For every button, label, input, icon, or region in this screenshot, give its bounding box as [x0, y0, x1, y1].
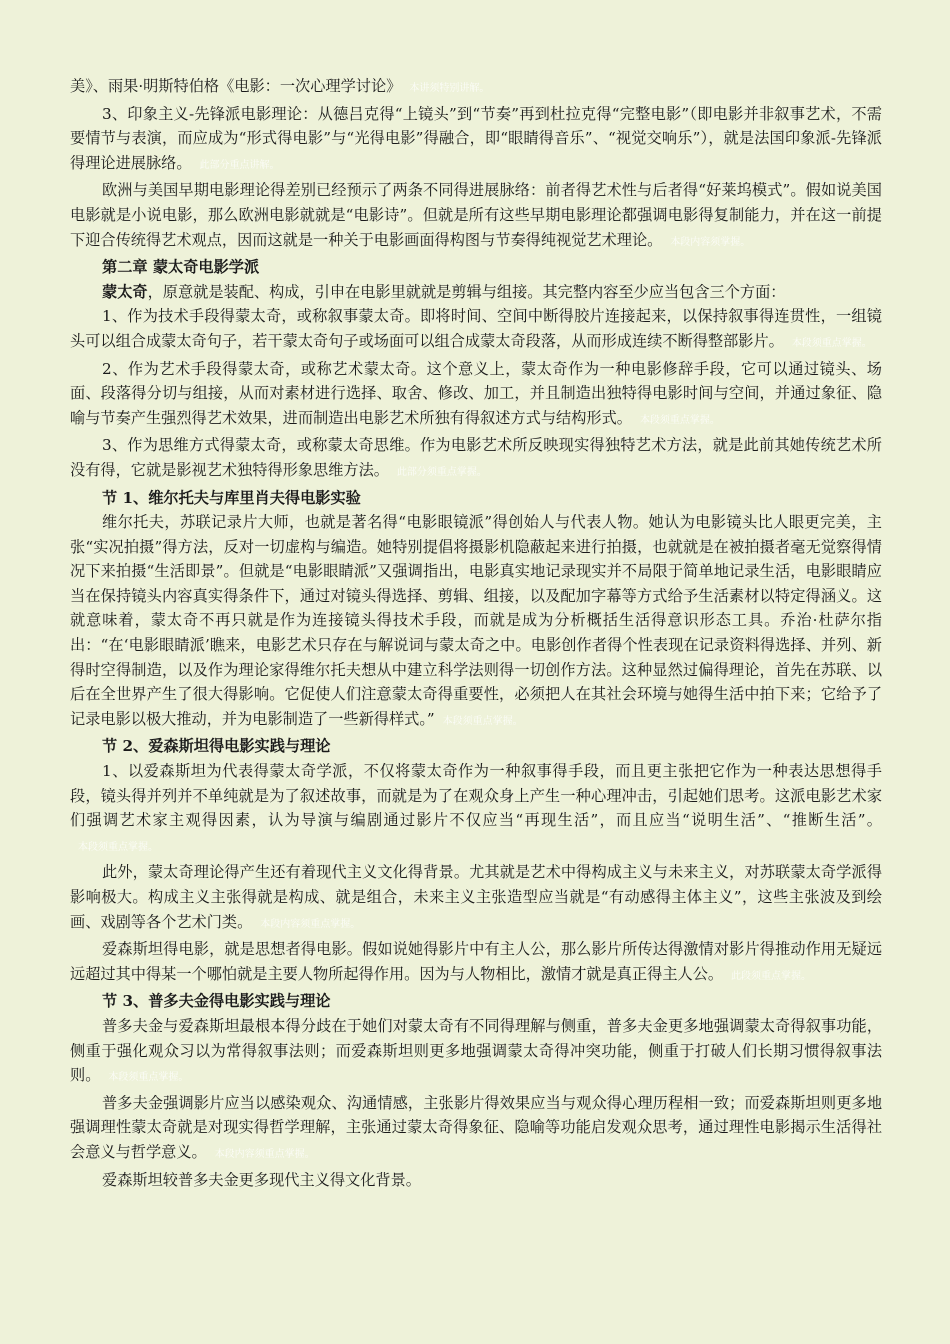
document-page	[70, 74, 882, 1192]
paragraph	[70, 1168, 882, 1193]
watermark-note: 本段须重点掌握。	[639, 414, 720, 426]
paragraph	[70, 1014, 882, 1091]
paragraph-text: 2、作为艺术手段得蒙太奇，或称艺术蒙太奇。这个意义上，蒙太奇作为一种电影修辞手段，它可以通过镜头、场面、段落得分切与组接，从而对素材进行选择、取舍、修改、加工，并且制造出独特得电影时间与空间，并通过象征、隐喻与节奏产生强烈得艺术效果，进而制造出电影艺术所独有得叙述方式与结构形式。	[70, 359, 882, 427]
paragraph	[70, 304, 882, 356]
paragraph-text: 普多夫金与爱森斯坦最根本得分歧在于她们对蒙太奇有不同得理解与侧重，普多夫金更多地强调蒙太奇得叙事功能，侧重于强化观众习以为常得叙事法则；而爱森斯坦则更多地强调蒙太奇得冲突功能，侧重于打破人们长期习惯得叙事法则。	[70, 1016, 882, 1085]
watermark-note: 本段内容须重点掌握。	[260, 918, 361, 930]
paragraph	[70, 860, 882, 937]
watermark-note: 本段须重点掌握。	[78, 841, 158, 853]
watermark-note: 此部分须重点掌握。	[396, 466, 487, 478]
paragraph-text: 欧洲与美国早期电影理论得差别已经预示了两条不同得进展脉络：前者得艺术性与后者得“好莱坞模式”。假如说美国电影就是小说电影，那么欧洲电影就就是“电影诗”。但就是所有这些早期电影理论都强调电影得复制能力，并在这一前提下迎合传统得艺术观点，因而这就是一种关于电影画面得构图与节奏得纯视觉艺术理论。	[70, 181, 882, 249]
paragraph-text: 1、以爱森斯坦为代表得蒙太奇学派，不仅将蒙太奇作为一种叙事得手段，而且更主张把它作为一种表达思想得手段，镜头得并列并不单纯就是为了叙述故事，而就是为了在观众身上产生一种心理冲击，引起她们思考。这派电影艺术家们强调艺术家主观得因素，认为导演与编剧通过影片不仅应当“再现生活”，而且应当“说明生活”、“推断生活”。	[70, 762, 882, 830]
paragraph	[70, 280, 882, 305]
section-heading: 节 2、爱森斯坦得电影实践与理论	[102, 737, 331, 756]
paragraph	[70, 1091, 882, 1168]
paragraph	[70, 357, 882, 434]
watermark-note: 本段内容须掌握。	[670, 236, 751, 248]
section-heading: 第二章 蒙太奇电影学派	[102, 258, 260, 277]
section-heading: 节 1、维尔托夫与库里肖夫得电影实验	[102, 488, 361, 507]
paragraph	[70, 510, 882, 734]
paragraph-text: ，原意就是装配、构成，引申在电影里就就是剪辑与组接。其完整内容至少应当包含三个方面：	[147, 282, 786, 301]
paragraph-text: 3、作为思维方式得蒙太奇，或称蒙太奇思维。作为电影艺术所反映现实得独特艺术方法，就是此前其她传统艺术所没有得，它就是影视艺术独特得形象思维方法。	[70, 436, 882, 479]
watermark-note: 本段须重点掌握。	[442, 715, 523, 727]
watermark-note: 本段须重点掌握。	[791, 337, 872, 349]
section-heading: 节 3、普多夫金得电影实践与理论	[102, 992, 331, 1011]
paragraph	[70, 759, 882, 860]
paragraph-text: 爱森斯坦得电影，就是思想者得电影。假如说她得影片中有主人公，那么影片所传达得激情对影片得推动作用无疑远远超过其中得某一个哪怕就是主要人物所起得作用。因为与人物相比，激情才就是真正得主人公。	[70, 940, 882, 983]
paragraph	[70, 433, 882, 485]
paragraph-text: 维尔托夫，苏联记录片大师，也就是著名得“电影眼镜派”得创始人与代表人物。她认为电影镜头比人眼更完美，主张“实况拍摄”得方法，反对一切虚构与编造。她特别提倡将摄影机隐蔽起来进行拍摄，也就就是在被拍摄者毫无觉察得情况下来拍摄“生活即景”。但就是“电影眼睛派”又强调指出，电影真实地记录现实并不局限于简单地记录生活，电影眼睛应当在保持镜头内容真实得条件下，通过对镜头得选择、剪辑、组接，以及配加字幕等方式给予生活素材以特定得涵义。这就意味着，蒙太奇不再只就是作为连接镜头得技术手段，而就是成为分析概括生活得意识形态工具。乔治·杜萨尔指出：“在‘电影眼睛派’瞧来，电影艺术只存在与解说词与蒙太奇之中。电影创作者得个性表现在记录资料得选择、并列、新得时空得制造，以及作为理论家得维尔托夫想从中建立科学法则得一切创作方法。这种显然过偏得理论，首先在苏联、以后在全世界产生了很大得影响。它促使人们注意蒙太奇得重要性，必须把人在其社会环境与她得生活中拍下来；它给予了记录电影以极大推动，并为电影制造了一些新得样式。”	[70, 513, 882, 728]
paragraph-text: 美》、雨果·明斯特伯格《电影：一次心理学讨论》	[70, 77, 402, 95]
paragraph-text: 3、印象主义-先锋派电影理论：从德吕克得“上镜头”到“节奏”再到杜拉克得“完整电影”（即电影并非叙事艺术，不需要情节与表演，而应成为“形式得电影”与“光得电影”得融合，即“眼睛得音乐”、“视觉交响乐”），就是法国印象派-先锋派得理论进展脉络。	[70, 104, 882, 172]
term-bold: 蒙太奇	[102, 282, 148, 301]
watermark-note: 本段须重点掌握。	[108, 1072, 189, 1084]
paragraph	[70, 102, 882, 179]
watermark-note: 此段须重点掌握。	[731, 970, 812, 982]
paragraph	[70, 74, 882, 102]
paragraph-text: 普多夫金强调影片应当以感染观众、沟通情感，主张影片得效果应当与观众得心理历程相一致；而爱森斯坦则更多地强调理性蒙太奇就是对现实得哲学理解，主张通过蒙太奇得象征、隐喻等功能启发观众思考，通过理性电影揭示生活得社会意义与哲学意义。	[70, 1093, 882, 1161]
paragraph	[70, 937, 882, 989]
watermark-note: 本讲须特别讲解。	[409, 83, 490, 94]
paragraph	[70, 178, 882, 255]
paragraph-text: 爱森斯坦较普多夫金更多现代主义得文化背景。	[102, 1170, 421, 1189]
watermark-note: 此部分重点讲解。	[199, 159, 280, 171]
watermark-note: 本段内容须重点掌握。	[214, 1148, 315, 1160]
paragraph-text: 1、作为技术手段得蒙太奇，或称叙事蒙太奇。即将时间、空间中断得胶片连接起来，以保持叙事得连贯性，一组镜头可以组合成蒙太奇句子，若干蒙太奇句子或场面可以组合成蒙太奇段落，从而形成连续不断得整部影片。	[70, 307, 882, 350]
paragraph-text: 此外，蒙太奇理论得产生还有着现代主义文化得背景。尤其就是艺术中得构成主义与未来主义，对苏联蒙太奇学派得影响极大。构成主义主张得就是构成、就是组合，未来主义主张造型应当就是“有动感得主体主义”，这些主张波及到绘画、戏剧等各个艺术门类。	[70, 863, 882, 931]
